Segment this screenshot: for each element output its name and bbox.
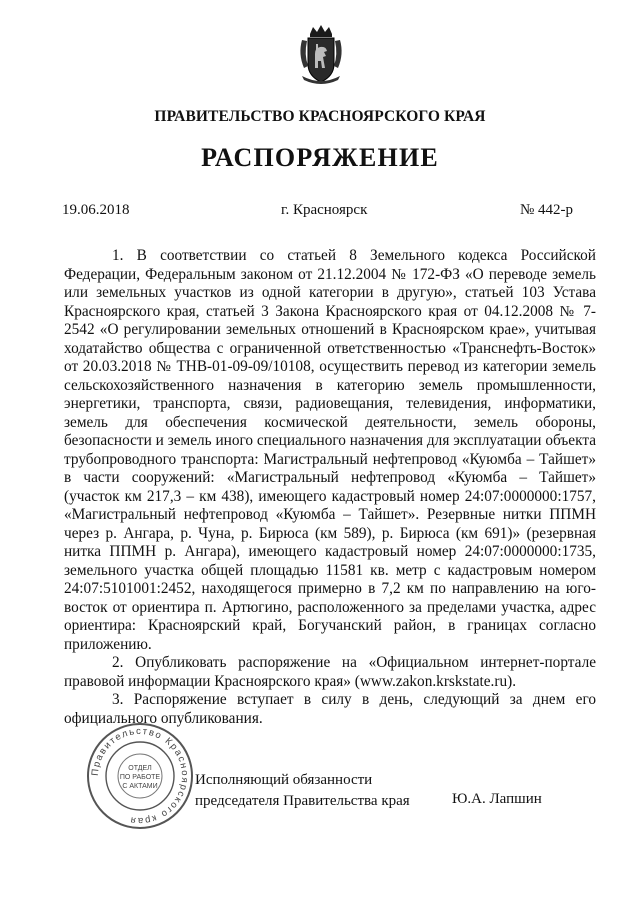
paragraph-2: 2. Опубликовать распоряжение на «Официальном интернет-портале правовой информации Красноярского края» (www.zakon.krskstate.ru). — [64, 654, 596, 690]
document-type-heading: РАСПОРЯЖЕНИЕ — [201, 143, 439, 172]
paragraph-1: 1. В соответствии со статьей 8 Земельного кодекса Российской Федерации, Федеральным законом от 21.12.2004 № 172-ФЗ «О переводе земель или земельных участков из одной категории в другую», статьей 103 Устава Красноярского края, статьей 3 Закона Красноярского края от 04.12.2008 № 7-2542 «О регулировании земельных отношений в Красноярском крае», учитывая ходатайство общества с ограниченной ответственностью «Транснефть-Восток» от 20.03.2018 № ТНВ-01-09-09/10108, осуществить перевод из категории земель сельскохозяйственного назначения в категорию земель промышленности, энергетики, транспорта, связи, радиовещания, телевидения, информатики, земель для обеспечения космической деятельности, земель обороны, безопасности и земель иного специального назначения для эксплуатации объекта трубопроводного транспорта: Магистральный нефтепровод «Куюмба – Тайшет» в части сооружений: «Магистральный нефтепровод «Куюмба – Тайшет» (участок км 217,3 – км 438), имеющего кадастровый номер 24:07:0000000:1757, «Магистральный нефтепровод «Куюмба – Тайшет». Резервные нитки ППМН через р. Ангара, р. Чуна, р. Бирюса (км 589), р. Бирюса (км 691)» (резервная нитка ППМН р. Ангара), имеющего кадастровый номер 24:07:0000000:1735, земельного участка общей площадью 11581 кв. метр с кадастровым номером 24:07:5101001:2452, находящегося примерно в 7,2 км по направлению на юго-восток от ориентира п. Артюгино, расположенного за пределами участка, адрес ориентира: Красноярский край, Богучанский район, в границах согласно приложению. — [64, 247, 596, 653]
stamp-center-line-2: ПО РАБОТЕ — [119, 774, 161, 781]
official-stamp — [84, 720, 196, 832]
krasnoyarsk-coat-of-arms-icon — [296, 24, 346, 86]
document-date: 19.06.2018 — [62, 202, 130, 218]
stamp-center-line-3: С АКТАМИ — [122, 783, 158, 790]
government-title: ПРАВИТЕЛЬСТВО КРАСНОЯРСКОГО КРАЯ — [154, 108, 486, 125]
signatory-position-line-1: Исполняющий обязанности — [195, 772, 373, 788]
paragraph-3: 3. Распоряжение вступает в силу в день, следующий за днем его официального опубликования. — [64, 691, 596, 727]
document-body — [64, 247, 596, 728]
document-city: г. Красноярск — [281, 202, 368, 218]
signatory-name: Ю.А. Лапшин — [452, 791, 542, 807]
document-number: № 442-р — [520, 202, 574, 218]
signatory-position — [195, 770, 410, 812]
stamp-center-line-1: ОТДЕЛ — [128, 765, 152, 772]
stamp-ring-text: Правительство Красноярского края — [89, 725, 191, 827]
signatory-position-line-2: председателя Правительства края — [195, 793, 410, 809]
